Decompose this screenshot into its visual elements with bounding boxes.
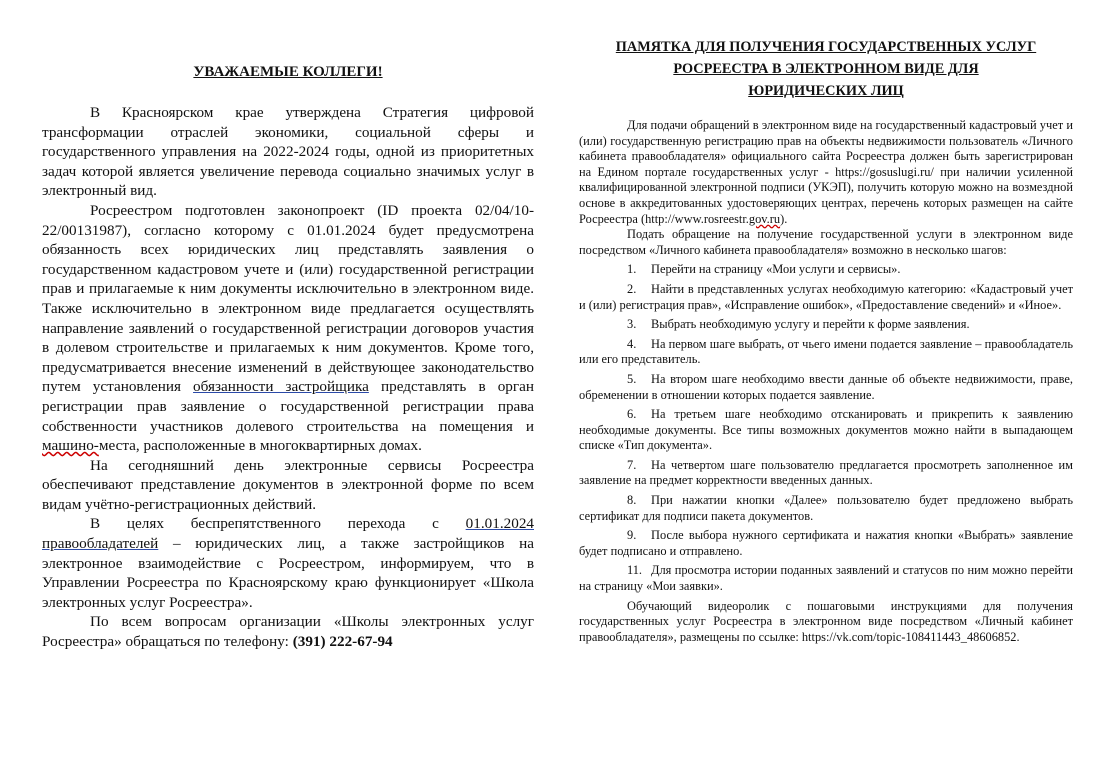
step-number: 3. — [627, 317, 637, 332]
p4-text-b: – юридических лиц, а также застройщиков на электронное взаимодействие с Росреестром, информируем, что в Управлении Росреестра по Красноярскому краю функционирует «Школа электронных услуг Росреестра». — [42, 535, 534, 611]
left-paragraph-4 — [42, 514, 534, 612]
step-text: Найти в представленных услугах необходимую категорию: «Кадастровый учет и (или) регистрация прав», «Исправление ошибок», «Предоставление сведений» и «Иное». — [579, 281, 1073, 312]
p2-text-c: места, расположенные в многоквартирных домах. — [98, 437, 422, 455]
step-item — [579, 372, 1073, 403]
right-body — [579, 118, 1073, 645]
intro-paragraph — [579, 118, 1073, 227]
left-paragraph-2 — [42, 201, 534, 456]
step-number: 2. — [627, 281, 637, 296]
step-item — [579, 493, 1073, 524]
step-item — [579, 407, 1073, 454]
left-title: УВАЖАЕМЫЕ КОЛЛЕГИ! — [193, 64, 383, 80]
steps-list — [579, 262, 1073, 594]
left-paragraph-1: В Красноярском крае утверждена Стратегия цифровой трансформации отраслей экономики, социальной сферы и государственного управления на 2022-2024 годы, одной из приоритетных задач которой является увеличение перевода социально значимых услуг в электронный вид. — [42, 104, 534, 200]
step-item — [579, 317, 1073, 333]
date-link[interactable]: 01.01.2024 правообладателей — [42, 515, 534, 553]
step-number: 9. — [627, 528, 637, 543]
left-body — [42, 103, 534, 652]
step-text: На первом шаге выбрать, от чьего имени подается заявление – правообладатель или его представитель. — [579, 336, 1073, 367]
spellcheck-word: машино- — [42, 437, 99, 455]
step-text: Выбрать необходимую услугу и перейти к форме заявления. — [651, 317, 970, 332]
intro-text: Для подачи обращений в электронном виде на государственный кадастровый учет и (или) государственную регистрацию прав на объекты недвижимости пользователь «Личного кабинета правообладателя» официального сайта Росреестра должен быть зарегистрирован на Едином портале государственных услуг - https://gosuslugi.ru/ при наличии усиленной квалифицированной электронной подписи (УКЭП), получить которую можно на возмездной основе в аккредитованных удостоверяющих центрах, перечень которых размещен на сайте Росреестра (http://www.rosreestr. — [579, 118, 1073, 226]
step-text: Перейти на страницу «Мои услуги и сервисы». — [651, 262, 901, 277]
left-paragraph-3: На сегодняшний день электронные сервисы Росреестра обеспечивают представление документов в электронной форме по всем видам учётно-регистрационных действий. — [42, 456, 534, 513]
right-column — [579, 0, 1073, 645]
p2-text-b: представлять в орган регистрации прав заявление о государственной регистрации права собственности участников долевого строительства на помещения и — [42, 378, 534, 435]
intro-end: ). — [780, 211, 788, 226]
step-text: На четвертом шаге пользователю предлагается просмотреть заполненное им заявление на предмет корректности введенных данных. — [579, 457, 1073, 488]
step-item — [579, 262, 1073, 278]
step-item — [579, 458, 1073, 489]
step-item — [579, 282, 1073, 313]
step-text: Для просмотра истории поданных заявлений и статусов по ним можно перейти на страницу «Мои заявки». — [579, 563, 1073, 594]
steps-intro: Подать обращение на получение государственной услуги в электронном виде посредством «Личного кабинета правообладателя» возможно в несколько шагов: — [579, 227, 1073, 257]
right-title — [579, 36, 1073, 102]
spellcheck-domain: gov.ru — [748, 211, 781, 226]
right-title-line-3: ЮРИДИЧЕСКИХ ЛИЦ — [748, 83, 904, 99]
step-text: На втором шаге необходимо ввести данные об объекте недвижимости, праве, обременении в отношении которых подается заявление. — [579, 371, 1073, 402]
step-text: На третьем шаге необходимо отсканировать и прикрепить к заявлению необходимые документы. Все типы возможных документов можно найти в выпадающем списке «Тип документа». — [579, 407, 1073, 453]
left-column — [42, 0, 534, 652]
step-text: После выбора нужного сертификата и нажатия кнопки «Выбрать» заявление будет подписано и отправлено. — [579, 528, 1073, 558]
p5-text: По всем вопросам организации «Школы электронных услуг Росреестра» обращаться по телефону: — [42, 613, 534, 651]
step-number: 7. — [627, 457, 637, 472]
left-paragraph-5 — [42, 612, 534, 651]
step-number: 4. — [627, 336, 637, 351]
phone-number: (391) 222-67-94 — [292, 633, 393, 651]
step-item — [579, 528, 1073, 559]
outro-paragraph: Обучающий видеоролик с пошаговыми инструкциями для получения государственных услуг Росреестра в электронном виде посредством «Личный кабинет правообладателя», размещены по ссылке: https://vk.com/topic-108411443_48606852. — [579, 598, 1073, 644]
step-number: 11. — [627, 563, 643, 578]
step-number: 1. — [627, 262, 637, 277]
step-item — [579, 563, 1073, 594]
step-item — [579, 337, 1073, 368]
step-text: При нажатии кнопки «Далее» пользователю будет предложено выбрать сертификат для подписи пакета документов. — [579, 493, 1073, 523]
p4-text-a: В целях беспрепятственного перехода с — [90, 515, 439, 533]
step-number: 5. — [627, 371, 637, 386]
obligation-link[interactable]: обязанности застройщика — [193, 378, 369, 396]
right-title-line-1: ПАМЯТКА ДЛЯ ПОЛУЧЕНИЯ ГОСУДАРСТВЕННЫХ УСЛУГ — [615, 39, 1037, 55]
step-number: 6. — [627, 407, 637, 422]
right-title-line-2: РОСРЕЕСТРА В ЭЛЕКТРОННОМ ВИДЕ ДЛЯ — [673, 61, 979, 77]
step-number: 8. — [627, 493, 637, 508]
p2-text-a: Росреестром подготовлен законопроект (ID проекта 02/04/10-22/00131987), согласно которому с 01.01.2024 будет предусмотрена обязанность всех юридических лиц представлять заявления о государственном кадастровом учете и (или) государственной регистрации прав и прилагаемые к ним документы исключительно в электронном виде. Также исключительно в электронном виде предлагается осуществлять направление заявлений о государственной регистрации договоров участия в долевом строительстве и прилагаемых к ним документов. Кроме того, предусматривается внесение изменений в действующее законодательство путем установления — [42, 201, 534, 396]
